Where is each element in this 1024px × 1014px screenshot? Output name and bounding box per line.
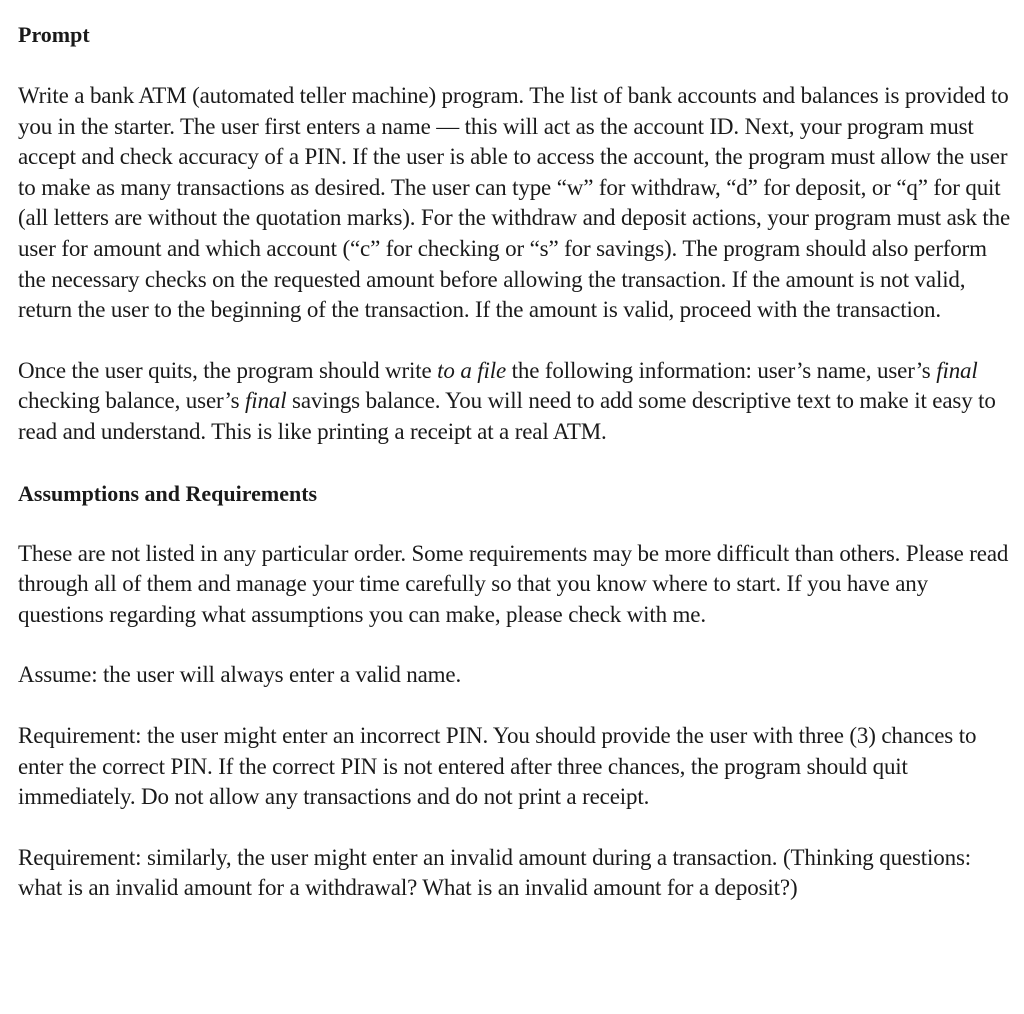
document-body xyxy=(18,0,1014,904)
paragraph-text: Assume: the user will always enter a valid name. xyxy=(18,662,462,688)
paragraph-requirement-invalid-amount xyxy=(18,843,1014,904)
paragraph-text: the following information: user’s name, user’s xyxy=(506,357,937,383)
emphasis-final: final xyxy=(936,357,978,383)
section-heading-prompt: Prompt xyxy=(18,22,90,47)
emphasis-to-a-file: to a file xyxy=(437,357,507,383)
paragraph-text: Requirement: similarly, the user might enter an invalid amount during a transaction. (Thinking questions: what is an invalid amount for a withdrawal? What is an invalid amount for a deposit?) xyxy=(18,844,972,901)
paragraph-assumptions-intro xyxy=(18,539,1014,631)
paragraph-text: These are not listed in any particular order. Some requirements may be more difficult than others. Please read through all of them and manage your time carefully so that you know where to start. If you have any questions regarding what assumptions you can make, please check with me. xyxy=(18,540,1009,627)
paragraph-text: savings balance. You will need to add some descriptive text to make it easy to read and understand. This is like printing a receipt at a real ATM. xyxy=(18,388,996,444)
paragraph-prompt-description xyxy=(18,81,1014,326)
section-heading-assumptions: Assumptions and Requirements xyxy=(18,480,318,506)
paragraph-requirement-pin xyxy=(18,721,1014,813)
paragraph-text: Write a bank ATM (automated teller machine) program. The list of bank accounts and balances is provided to you in the starter. The user first enters a name — this will act as the account ID. Next, your program must accept and check accuracy of a PIN. If the user is able to access the account, the program must allow the user to make as many transactions as desired. The user can type “w” for withdraw, “d” for deposit, or “q” for quit (all letters are without the quotation marks). For the withdraw and deposit actions, your program must ask the user for amount and which account (“c” for checking or “s” for savings). The program should also perform the necessary checks on the requested amount before allowing the transaction. If the amount is not valid, return the user to the beginning of the transaction. If the amount is valid, proceed with the transaction. xyxy=(18,83,1011,323)
emphasis-final: final xyxy=(245,388,287,414)
paragraph-text: Requirement: the user might enter an incorrect PIN. You should provide the user with three (3) chances to enter the correct PIN. If the correct PIN is not entered after three chances, the program should quit immediately. Do not allow any transactions and do not print a receipt. xyxy=(18,722,977,810)
paragraph-text: Once the user quits, the program should write xyxy=(18,357,438,383)
paragraph-text: checking balance, user’s xyxy=(18,388,246,414)
paragraph-receipt-instructions xyxy=(18,356,1014,448)
paragraph-assume-valid-name xyxy=(18,660,1014,691)
